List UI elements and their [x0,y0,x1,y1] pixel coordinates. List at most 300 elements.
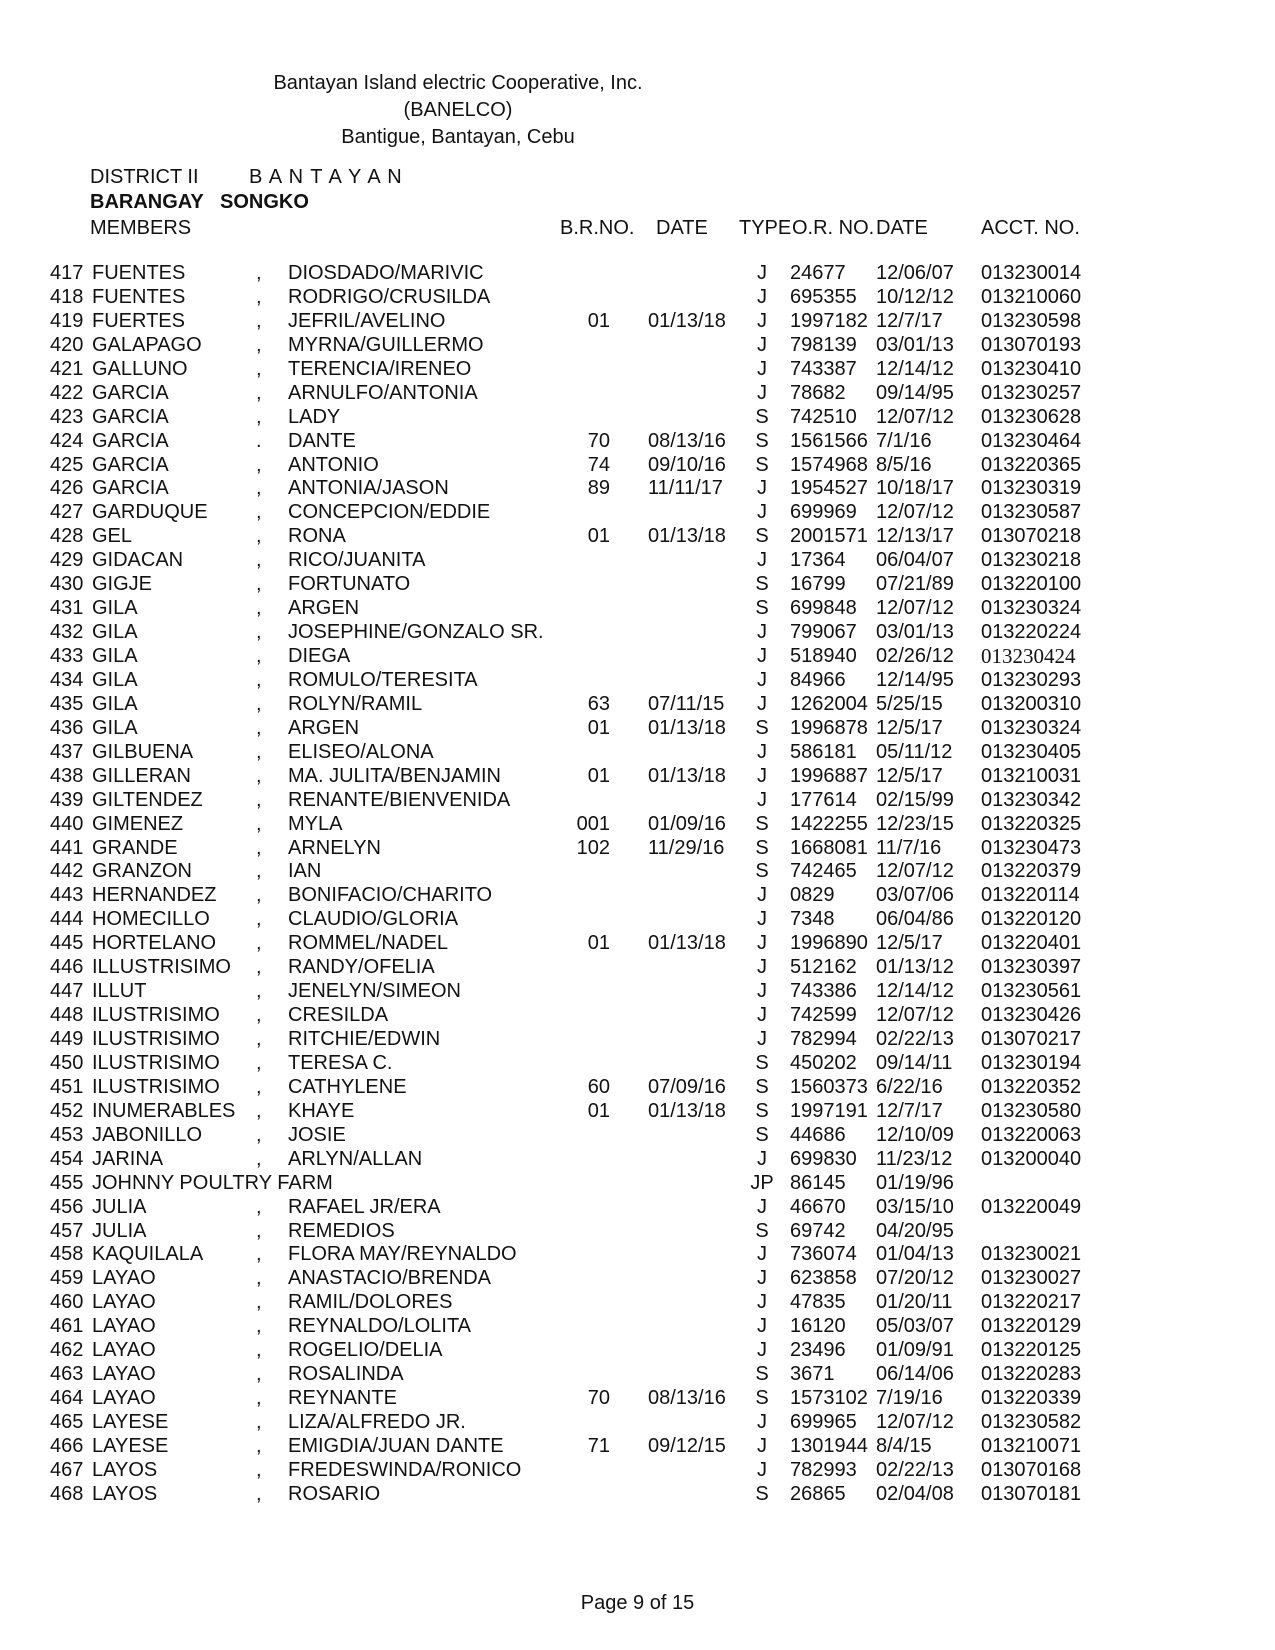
account-number: 013230324 [981,597,1082,620]
member-surname: GRANDE [92,836,178,859]
or-date: 05/03/07 [876,1315,954,1338]
br-number: 63 [587,692,610,715]
member-type: J [757,549,767,572]
name-separator: , [256,1267,262,1290]
member-surname: GALAPAGO [92,333,202,356]
name-separator: , [256,621,262,644]
member-given-name: FORTUNATO [288,573,411,596]
member-row [0,477,1275,501]
br-date: 08/13/16 [648,1387,726,1410]
member-type: J [757,1243,767,1266]
page-number: Page 9 of 15 [580,1592,695,1614]
or-number: 782993 [790,1458,857,1481]
member-type: J [757,1434,767,1457]
member-given-name: MYRNA/GUILLERMO [288,333,484,356]
name-separator: , [256,836,262,859]
member-given-name: KHAYE [288,1099,355,1122]
member-row [0,717,1275,741]
name-separator: , [256,1315,262,1338]
or-date: 05/11/12 [876,740,953,763]
or-number: 23496 [790,1339,846,1362]
or-date: 12/07/12 [876,1411,954,1433]
or-number: 1573102 [790,1387,868,1410]
br-date: 09/10/16 [648,453,726,476]
or-date: 01/19/96 [876,1171,954,1194]
br-number: 60 [587,1075,610,1098]
br-number: 01 [587,764,610,787]
or-number: 695355 [790,285,857,308]
or-date: 6/22/16 [876,1075,943,1098]
account-number: 013230410 [981,357,1082,380]
or-number: 1996878 [790,716,868,739]
name-separator: , [256,788,262,811]
member-given-name: ELISEO/ALONA [288,740,434,763]
account-number: 013230324 [981,716,1082,739]
row-number: 451 [50,1075,84,1098]
name-separator: , [256,1339,262,1362]
member-row [0,1052,1275,1076]
member-surname: JULIA [92,1195,147,1218]
or-date: 12/5/17 [876,716,943,739]
member-row [0,1220,1275,1244]
or-date: 06/04/86 [876,908,954,931]
member-row [0,669,1275,693]
row-number: 464 [50,1387,84,1410]
or-number: 1954527 [790,477,868,500]
or-number: 736074 [790,1243,857,1266]
member-given-name: FREDESWINDA/RONICO [288,1458,522,1481]
member-type: S [755,1482,769,1505]
row-number: 435 [50,692,84,715]
row-number: 424 [50,429,84,452]
member-surname: KAQUILALA [92,1243,204,1266]
or-number: 3671 [790,1363,835,1386]
account-number: 013220114 [981,884,1080,907]
or-date: 12/7/17 [876,309,943,332]
member-type: J [757,1147,767,1170]
or-number: 26865 [790,1482,846,1505]
member-surname: LAYOS [92,1482,158,1505]
account-number: 013220352 [981,1075,1082,1098]
member-surname: ILUSTRISIMO [92,1004,220,1027]
br-number: 89 [587,477,610,500]
name-separator: , [256,980,262,1003]
or-date: 12/06/07 [876,262,954,284]
member-given-name: ROMULO/TERESITA [288,668,478,691]
row-number: 427 [50,501,84,524]
member-surname: GILA [92,621,138,644]
or-date: 09/14/95 [876,381,954,404]
name-separator: , [256,1051,262,1074]
row-number: 444 [50,908,84,931]
or-number: 623858 [790,1267,857,1290]
account-number: 013210031 [981,764,1082,787]
name-separator: , [256,525,262,548]
member-type: S [755,597,769,620]
account-number: 013230021 [981,1243,1082,1266]
name-separator: , [256,477,262,500]
member-type: J [757,884,767,907]
member-surname: LAYESE [92,1434,169,1457]
member-given-name: JOSEPHINE/GONZALO SR. [288,621,544,644]
member-given-name: ANTONIO [288,453,379,476]
member-surname: HOMECILLO [92,908,210,931]
account-number: 013220217 [981,1291,1082,1314]
member-type: J [757,764,767,787]
row-number: 467 [50,1458,84,1481]
row-number: 452 [50,1099,84,1122]
member-given-name: RAMIL/DOLORES [288,1291,453,1314]
member-row [0,454,1275,478]
member-type: J [757,788,767,811]
member-type: J [757,980,767,1003]
member-type: J [757,1195,767,1218]
column-header-or-no: O.R. NO. [792,217,875,239]
member-row [0,549,1275,573]
member-type: S [755,405,769,428]
member-given-name: LADY [288,405,341,428]
member-surname: LAYAO [92,1315,156,1338]
or-date: 07/20/12 [876,1267,954,1290]
or-date: 02/22/13 [876,1458,954,1481]
or-number: 46670 [790,1195,846,1218]
members-column-header: MEMBERS [90,217,192,239]
name-separator: , [256,1243,262,1266]
barangay-value: SONGKO [220,191,309,213]
member-given-name: FLORA MAY/REYNALDO [288,1243,517,1266]
br-number: 74 [587,453,610,476]
member-type: J [757,309,767,332]
member-given-name: REMEDIOS [288,1219,395,1242]
account-number: 013230628 [981,405,1082,428]
member-type: J [757,668,767,691]
or-date: 02/26/12 [876,645,954,667]
member-given-name: ARLYN/ALLAN [288,1147,423,1170]
member-given-name: ROGELIO/DELIA [288,1339,443,1362]
member-row [0,382,1275,406]
member-given-name: JENELYN/SIMEON [288,980,461,1003]
member-given-name: RICO/JUANITA [288,549,426,572]
name-separator: , [256,1411,262,1433]
br-number: 01 [587,309,610,332]
member-surname: HORTELANO [92,932,217,955]
or-number: 47835 [790,1291,846,1314]
name-separator: , [256,309,262,332]
account-number: 013220283 [981,1363,1082,1386]
member-surname: JULIA [92,1219,147,1242]
name-separator: , [256,1387,262,1410]
member-type: J [757,1315,767,1338]
or-number: 0829 [790,884,835,907]
or-date: 04/20/95 [876,1219,954,1242]
member-type: J [757,740,767,763]
account-number: 013220325 [981,812,1082,835]
or-number: 512162 [790,956,857,979]
br-date: 01/13/18 [648,309,726,332]
member-row [0,286,1275,310]
name-separator: , [256,1363,262,1386]
member-surname: ILUSTRISIMO [92,1075,220,1098]
row-number: 433 [50,645,84,667]
member-given-name: JOSIE [288,1123,346,1146]
row-number: 461 [50,1315,84,1338]
org-address: Bantigue, Bantayan, Cebu [341,126,575,148]
row-number: 457 [50,1219,84,1242]
member-given-name: CRESILDA [288,1004,389,1027]
account-number: 013230561 [981,980,1082,1003]
member-type: J [757,1339,767,1362]
member-row [0,908,1275,932]
or-date: 11/23/12 [876,1147,953,1170]
or-date: 12/10/09 [876,1123,954,1146]
account-number: 013070217 [981,1028,1082,1050]
br-date: 01/13/18 [648,525,726,548]
row-number: 443 [50,884,84,907]
member-surname: JABONILLO [92,1123,203,1146]
or-number: 699848 [790,597,857,620]
or-number: 1996887 [790,764,868,787]
member-row [0,956,1275,980]
member-type: S [755,1051,769,1074]
name-separator: , [256,381,262,404]
name-separator: , [256,884,262,907]
member-surname: FUENTES [92,262,186,284]
or-number: 699969 [790,501,857,524]
or-number: 743386 [790,980,857,1003]
name-separator: , [256,692,262,715]
member-surname: GARCIA [92,453,169,476]
account-number: 013220100 [981,573,1082,596]
row-number: 462 [50,1339,84,1362]
name-separator: , [256,764,262,787]
member-type: S [755,1219,769,1242]
or-date: 12/7/17 [876,1099,943,1122]
account-number: 013220049 [981,1195,1082,1218]
member-type: S [755,429,769,452]
or-number: 1422255 [790,812,868,835]
member-given-name: ARGEN [288,597,360,620]
or-date: 01/13/12 [876,956,954,979]
member-type: J [757,645,767,667]
member-given-name: JEFRIL/AVELINO [288,309,446,332]
or-number: 518940 [790,645,857,667]
account-number: 013220401 [981,932,1082,955]
or-date: 03/15/10 [876,1195,954,1218]
row-number: 458 [50,1243,84,1266]
account-number: 013070181 [981,1482,1082,1505]
name-separator: , [256,668,262,691]
name-separator: , [256,932,262,955]
member-row [0,1124,1275,1148]
or-number: 84966 [790,668,846,691]
row-number: 436 [50,716,84,739]
or-date: 8/5/16 [876,453,932,476]
member-given-name: TERESA C. [288,1051,393,1074]
column-header-br-no: B.R.NO. [560,217,635,239]
member-surname: ILLUT [92,980,147,1003]
or-number: 699965 [790,1411,857,1433]
name-separator: , [256,1028,262,1050]
row-number: 466 [50,1434,84,1457]
member-row [0,765,1275,789]
or-date: 12/07/12 [876,860,954,883]
account-number: 013230598 [981,309,1082,332]
member-surname: GARCIA [92,381,169,404]
member-surname: ILUSTRISIMO [92,1051,220,1074]
member-surname: GARDUQUE [92,501,208,524]
member-given-name: ARGEN [288,716,360,739]
or-number: 742510 [790,405,857,428]
member-given-name: ARNELYN [288,836,381,859]
row-number: 438 [50,764,84,787]
row-number: 460 [50,1291,84,1314]
member-row [0,741,1275,765]
account-number: 013220365 [981,453,1082,476]
member-surname: GILA [92,645,138,667]
or-date: 5/25/15 [876,692,943,715]
member-type: J [757,1028,767,1050]
member-surname: LAYESE [92,1411,169,1433]
member-type: S [755,1363,769,1386]
br-date: 01/13/18 [648,1099,726,1122]
or-date: 7/1/16 [876,429,932,452]
member-surname: GILA [92,692,138,715]
row-number: 445 [50,932,84,955]
or-number: 1668081 [790,836,868,859]
member-type: J [757,1267,767,1290]
member-type: J [757,1458,767,1481]
member-row [0,1363,1275,1387]
member-row [0,1004,1275,1028]
or-date: 01/09/91 [876,1339,954,1362]
member-type: JP [750,1171,774,1194]
row-number: 426 [50,477,84,500]
br-number: 01 [587,1099,610,1122]
member-surname: GILA [92,716,138,739]
member-given-name: ANASTACIO/BRENDA [288,1267,491,1290]
or-number: 1560373 [790,1075,868,1098]
member-type: J [757,357,767,380]
member-row [0,1076,1275,1100]
member-type: S [755,716,769,739]
member-given-name: ARNULFO/ANTONIA [288,381,478,404]
member-row [0,1267,1275,1291]
column-header-br-date: DATE [656,217,708,239]
member-type: S [755,1099,769,1122]
member-row [0,262,1275,286]
name-separator: , [256,285,262,308]
member-row [0,406,1275,430]
member-given-name: RITCHIE/EDWIN [288,1028,441,1050]
account-number: 013230027 [981,1267,1082,1290]
member-row [0,358,1275,382]
member-row [0,621,1275,645]
member-surname: GILLERAN [92,764,191,787]
row-number: 459 [50,1267,84,1290]
member-given-name: CATHYLENE [288,1075,407,1098]
row-number: 453 [50,1123,84,1146]
br-number: 01 [587,932,610,955]
row-number: 420 [50,333,84,356]
or-date: 06/04/07 [876,549,954,572]
br-date: 01/13/18 [648,764,726,787]
account-number: 013230473 [981,836,1082,859]
member-given-name: RAFAEL JR/ERA [288,1195,441,1218]
or-number: 798139 [790,333,857,356]
name-separator: , [256,1434,262,1457]
member-surname: INUMERABLES [92,1099,236,1122]
br-number: 102 [576,836,610,859]
or-number: 1262004 [790,692,868,715]
row-number: 423 [50,405,84,428]
br-number: 01 [587,525,610,548]
member-row [0,1196,1275,1220]
column-header-type: TYPE [739,217,792,239]
member-row [0,525,1275,549]
member-row [0,1483,1275,1507]
member-type: S [755,860,769,883]
or-date: 12/07/12 [876,501,954,524]
or-date: 12/14/95 [876,668,954,691]
member-type: J [757,908,767,931]
member-row [0,1435,1275,1459]
member-row [0,1387,1275,1411]
row-number: 434 [50,668,84,691]
br-date: 07/11/15 [648,692,725,715]
or-date: 02/22/13 [876,1028,954,1050]
member-surname: LAYAO [92,1267,156,1290]
or-number: 699830 [790,1147,857,1170]
account-number: 013230293 [981,668,1082,691]
account-number: 013220063 [981,1123,1082,1146]
or-date: 02/15/99 [876,788,954,811]
name-separator: , [256,1075,262,1098]
name-separator: , [256,573,262,596]
account-number: 013230426 [981,1004,1082,1027]
member-row [0,693,1275,717]
member-type: J [757,692,767,715]
account-number: 013220224 [981,621,1082,644]
or-number: 1301944 [790,1434,868,1457]
account-number: 013200310 [981,692,1082,715]
member-rows [0,262,1275,1507]
or-date: 7/19/16 [876,1387,943,1410]
or-date: 12/07/12 [876,1004,954,1027]
name-separator: , [256,597,262,620]
member-surname: GIDACAN [92,549,184,572]
account-number: 013210071 [981,1434,1082,1457]
member-type: J [757,262,767,284]
or-number: 2001571 [790,525,868,548]
member-row [0,573,1275,597]
or-date: 03/07/06 [876,884,954,907]
or-number: 177614 [790,788,857,811]
member-row [0,813,1275,837]
row-number: 440 [50,812,84,835]
or-number: 16799 [790,573,846,596]
column-header-acct-no: ACCT. NO. [981,217,1080,239]
member-type: S [755,812,769,835]
or-number: 799067 [790,621,857,644]
br-date: 01/13/18 [648,716,726,739]
account-number: 013230582 [981,1411,1082,1433]
account-number: 013200040 [981,1147,1082,1170]
member-given-name: REYNALDO/LOLITA [288,1315,472,1338]
member-surname: LAYAO [92,1363,156,1386]
br-number: 001 [576,812,610,835]
or-number: 450202 [790,1051,857,1074]
name-separator: , [256,1291,262,1314]
